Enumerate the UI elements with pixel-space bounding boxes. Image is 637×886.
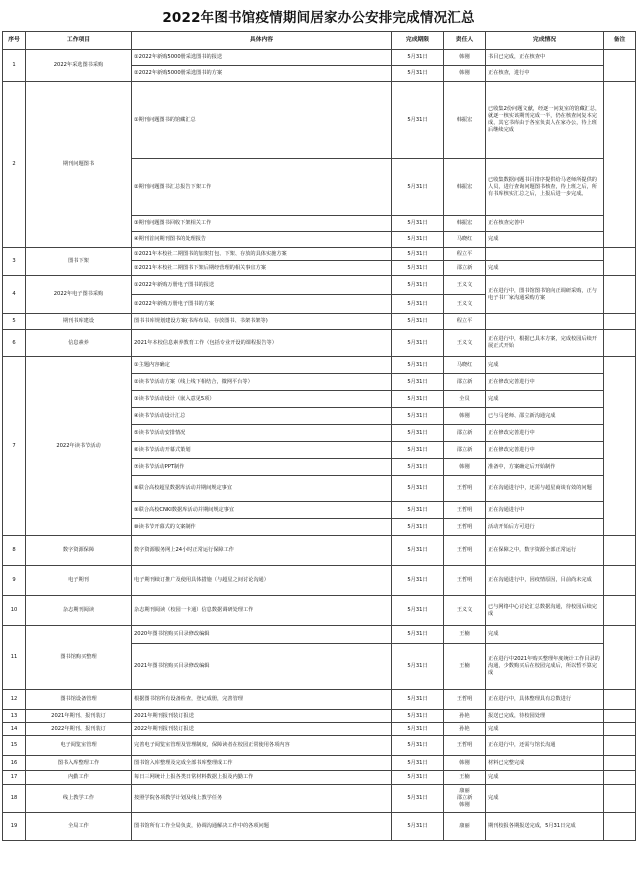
task-status: 已与马老师、邵立新沟通完成 xyxy=(486,408,604,425)
task-content: ②2022年新购万册电子图书的方案 xyxy=(132,295,392,314)
task-content: ⑦读书节活动PPT制作 xyxy=(132,459,392,476)
task-content: ①2022年新购万册电子图书的报送 xyxy=(132,276,392,295)
task-person: 马晓红 xyxy=(444,232,486,248)
task-deadline: 5月31日 xyxy=(392,357,444,374)
task-content: ②期刊问题图书汇总报告下架工作 xyxy=(132,159,392,216)
task-person: 孙艳 xyxy=(444,723,486,736)
task-content: ②2022年新购5000册采选图书的方案 xyxy=(132,66,392,82)
task-status: 正在进行中，图书馆图书馆向正调研采购，正与电子书厂家沟通采购方案 xyxy=(486,276,604,314)
row-index: 2 xyxy=(3,82,26,248)
task-content: 图书书库规划建设方案(书库布局、存放图书、书架书架等) xyxy=(132,314,392,330)
task-content: ⑨联合高校CNKI数据库活动并期间规定事宜 xyxy=(132,502,392,519)
task-content: ①主题内容确定 xyxy=(132,357,392,374)
header-person: 责任人 xyxy=(444,32,486,50)
task-deadline: 5月31日 xyxy=(392,723,444,736)
row-index: 19 xyxy=(3,813,26,841)
row-project: 杂志期刊阅读 xyxy=(26,596,132,626)
row-remarks xyxy=(604,248,636,276)
task-status: 准备中，方案确定后开始制作 xyxy=(486,459,604,476)
task-content: 2021年期刊报刊装订报送 xyxy=(132,710,392,723)
task-deadline: 5月31日 xyxy=(392,644,444,690)
task-deadline: 5月31日 xyxy=(392,756,444,771)
task-content: ②读书节活动方案（线上线下相结合，微网平台等） xyxy=(132,374,392,391)
task-deadline: 5月31日 xyxy=(392,502,444,519)
table-row xyxy=(3,248,636,261)
table-row xyxy=(3,314,636,330)
task-person: 王楠 xyxy=(444,771,486,785)
task-status: 正在进行中2021年购买整理年度统计工作目录的沟通，少数购买后在校园完成后，所以暂不算完成 xyxy=(486,644,604,690)
row-project: 图书馆设备管理 xyxy=(26,690,132,710)
row-remarks xyxy=(604,736,636,756)
table-row xyxy=(3,536,636,566)
row-project: 期刊问题图书 xyxy=(26,82,132,248)
header-index: 序号 xyxy=(3,32,26,50)
task-status: 期刊校报各期报送完成，5月31日完成 xyxy=(486,813,604,841)
task-content: ⑧联合高校超星数据库活动并期间规定事宜 xyxy=(132,476,392,502)
row-project: 全局工作 xyxy=(26,813,132,841)
task-status: 完成 xyxy=(486,771,604,785)
task-person: 韩振宏 xyxy=(444,82,486,159)
task-deadline: 5月31日 xyxy=(392,408,444,425)
task-deadline: 5月31日 xyxy=(392,736,444,756)
row-index: 1 xyxy=(3,50,26,82)
row-index: 13 xyxy=(3,710,26,723)
task-deadline: 5月31日 xyxy=(392,813,444,841)
task-status: 正在核查，进行中 xyxy=(486,66,604,82)
task-status: 正在修改完善进行中 xyxy=(486,374,604,391)
row-index: 5 xyxy=(3,314,26,330)
task-person: 王义文 xyxy=(444,330,486,357)
row-index: 7 xyxy=(3,357,26,536)
task-content: 2020年图书馆购买目录修改编辑 xyxy=(132,626,392,644)
task-deadline: 5月31日 xyxy=(392,159,444,216)
table-row xyxy=(3,566,636,596)
task-person: 程立平 xyxy=(444,314,486,330)
header-project: 工作项目 xyxy=(26,32,132,50)
row-project: 2021年期刊、报刊装订 xyxy=(26,710,132,723)
page-title: 2022年图书馆疫情期间居家办公安排完成情况汇总 xyxy=(162,10,475,26)
task-person: 王哲明 xyxy=(444,519,486,536)
task-content: ①2021年本校社二期图书的加架打包、下架、存放的具体实施方案 xyxy=(132,248,392,261)
row-remarks xyxy=(604,314,636,330)
row-index: 3 xyxy=(3,248,26,276)
task-content: ⑥读书节活动开幕式策划 xyxy=(132,442,392,459)
task-status: 完成 xyxy=(486,357,604,374)
task-person: 韩刚 xyxy=(444,459,486,476)
row-remarks xyxy=(604,756,636,771)
task-person: 韩振宏 xyxy=(444,159,486,216)
task-status: 完成 xyxy=(486,232,604,248)
row-project: 内勤工作 xyxy=(26,771,132,785)
task-status: 材料已完整完成 xyxy=(486,756,604,771)
task-content: 电子期刊续订推广及使用具体措施（与超星之间讨论沟通） xyxy=(132,566,392,596)
task-content: ③读书节活动设计（嵌入意见5项） xyxy=(132,391,392,408)
task-deadline: 5月31日 xyxy=(392,442,444,459)
task-status: 正在进行中，还需与馆长沟通 xyxy=(486,736,604,756)
row-index: 11 xyxy=(3,626,26,690)
table-row xyxy=(3,813,636,841)
task-deadline: 5月31日 xyxy=(392,771,444,785)
table-row xyxy=(3,771,636,785)
task-deadline: 5月31日 xyxy=(392,596,444,626)
task-status: 正在进行中，根据已具本方案，完成校园后续开展正式开始 xyxy=(486,330,604,357)
task-status: 报送已完成，待校园处理 xyxy=(486,710,604,723)
task-status: 已收集2份问题文献，经逐一问复室的馆藏汇总，就逐一核实该期刊完成一半，仍在核查问复本完成，其它书库由于各室负责人在家办公，待上班后继续完成 xyxy=(486,82,604,159)
row-remarks xyxy=(604,357,636,536)
task-content: 2021年本校信息素养教育工作（包括专业开设的课程报告等） xyxy=(132,330,392,357)
table-row xyxy=(3,785,636,813)
row-remarks xyxy=(604,626,636,690)
task-status: 完成 xyxy=(486,391,604,408)
task-deadline: 5月31日 xyxy=(392,626,444,644)
task-content: 数字资源服务网上24小时正常运行保障工作 xyxy=(132,536,392,566)
row-remarks xyxy=(604,690,636,710)
row-remarks xyxy=(604,596,636,626)
row-index: 17 xyxy=(3,771,26,785)
task-status: 正在沟通进行中，还需与超星商谈有效的问题 xyxy=(486,476,604,502)
row-remarks xyxy=(604,82,636,248)
task-person: 韩刚 xyxy=(444,50,486,66)
row-remarks xyxy=(604,330,636,357)
table-header-row xyxy=(3,32,636,50)
task-content: 2021年图书馆购买目录修改编辑 xyxy=(132,644,392,690)
task-status: 正在沟通进行中 xyxy=(486,502,604,519)
table-row xyxy=(3,710,636,723)
task-person: 马晓红 xyxy=(444,357,486,374)
task-person: 程立平 xyxy=(444,248,486,261)
task-deadline: 5月31日 xyxy=(392,261,444,276)
row-project: 线上教学工作 xyxy=(26,785,132,813)
row-remarks xyxy=(604,785,636,813)
task-status: 已与网络中心讨论汇总数据沟通，待校园后续完成 xyxy=(486,596,604,626)
task-person: 邵立新 xyxy=(444,442,486,459)
task-person: 韩振宏 xyxy=(444,216,486,232)
row-index: 18 xyxy=(3,785,26,813)
task-content: 完善电子阅览室管理及管理制度，保障读者在校园正常使用各项内容 xyxy=(132,736,392,756)
row-index: 12 xyxy=(3,690,26,710)
task-person: 王哲明 xyxy=(444,690,486,710)
task-person: 王楠 xyxy=(444,626,486,644)
task-content: ④期刊首问期刊图书的处理报告 xyxy=(132,232,392,248)
row-index: 16 xyxy=(3,756,26,771)
row-index: 4 xyxy=(3,276,26,314)
task-deadline: 5月31日 xyxy=(392,391,444,408)
task-person: 韩刚 xyxy=(444,756,486,771)
task-person: 康丽 邵立新 韩刚 xyxy=(444,785,486,813)
table-row xyxy=(3,50,636,66)
task-deadline: 5月31日 xyxy=(392,425,444,442)
row-project: 期刊书库建设 xyxy=(26,314,132,330)
task-person: 韩刚 xyxy=(444,408,486,425)
task-person: 王哲明 xyxy=(444,476,486,502)
row-remarks xyxy=(604,813,636,841)
row-project: 信息素养 xyxy=(26,330,132,357)
header-remarks: 备注 xyxy=(604,32,636,50)
task-deadline: 5月31日 xyxy=(392,276,444,295)
task-deadline: 5月31日 xyxy=(392,536,444,566)
row-project: 图书下架 xyxy=(26,248,132,276)
task-person: 王义文 xyxy=(444,596,486,626)
row-project: 数字资源保障 xyxy=(26,536,132,566)
row-project: 2022年电子图书采购 xyxy=(26,276,132,314)
task-deadline: 5月31日 xyxy=(392,459,444,476)
table-row xyxy=(3,596,636,626)
row-index: 6 xyxy=(3,330,26,357)
task-deadline: 5月31日 xyxy=(392,566,444,596)
row-project: 电子阅览室管理 xyxy=(26,736,132,756)
task-person: 王哲明 xyxy=(444,502,486,519)
row-index: 9 xyxy=(3,566,26,596)
row-index: 10 xyxy=(3,596,26,626)
task-deadline: 5月31日 xyxy=(392,785,444,813)
task-content: ①期刊问题图书的馆藏汇总 xyxy=(132,82,392,159)
table-row xyxy=(3,736,636,756)
task-deadline: 5月31日 xyxy=(392,216,444,232)
header-status: 完成情况 xyxy=(486,32,604,50)
task-deadline: 5月31日 xyxy=(392,374,444,391)
task-content: 杂志期刊阅读（校园一卡通）信息数据调研处理工作 xyxy=(132,596,392,626)
task-person: 王义文 xyxy=(444,295,486,314)
task-deadline: 5月31日 xyxy=(392,295,444,314)
task-status: 书目已完成，正在核查中 xyxy=(486,50,604,66)
task-content: ①2022年新购5000册采选图书的报送 xyxy=(132,50,392,66)
table-body xyxy=(3,50,636,841)
task-deadline: 5月31日 xyxy=(392,248,444,261)
task-status: 正在沟通进行中，因疫情原因，目前尚未完成 xyxy=(486,566,604,596)
task-deadline: 5月31日 xyxy=(392,330,444,357)
task-deadline: 5月31日 xyxy=(392,690,444,710)
header-content: 具体内容 xyxy=(132,32,392,50)
task-content: 根据图书馆所有设备检查，登记成册，完善管理 xyxy=(132,690,392,710)
row-remarks xyxy=(604,536,636,566)
row-remarks xyxy=(604,723,636,736)
task-status: 已收集数据问题书目排序提供给马老师所提供的人员，进行查询问题图书核查，待上班之后，所有书库核实汇总之后，上报后进一步完成。 xyxy=(486,159,604,216)
row-remarks xyxy=(604,710,636,723)
task-status: 完成 xyxy=(486,261,604,276)
table-row xyxy=(3,276,636,295)
task-status xyxy=(486,314,604,330)
task-deadline: 5月31日 xyxy=(392,50,444,66)
task-status xyxy=(486,248,604,261)
table-row xyxy=(3,330,636,357)
task-deadline: 5月31日 xyxy=(392,710,444,723)
task-person: 邵立新 xyxy=(444,374,486,391)
task-content: 图书馆所有工作全局负责，协调沟通解决工作中的各项问题 xyxy=(132,813,392,841)
task-status: 完成 xyxy=(486,723,604,736)
task-content: ⑤读书节活动安排情况 xyxy=(132,425,392,442)
task-content: 每日三网统计上报各类日常材料数据上报及内勤工作 xyxy=(132,771,392,785)
task-person: 王楠 xyxy=(444,644,486,690)
task-person: 邵立新 xyxy=(444,425,486,442)
row-index: 15 xyxy=(3,736,26,756)
summary-table xyxy=(2,31,636,841)
task-deadline: 5月31日 xyxy=(392,82,444,159)
task-status: 完成 xyxy=(486,626,604,644)
task-deadline: 5月31日 xyxy=(392,66,444,82)
task-content: 图书馆入库整理及完成全部书库整理成工作 xyxy=(132,756,392,771)
task-status: 正在核查完善中 xyxy=(486,216,604,232)
row-index: 14 xyxy=(3,723,26,736)
row-remarks xyxy=(604,276,636,314)
row-index: 8 xyxy=(3,536,26,566)
task-status: 完成 xyxy=(486,785,604,813)
task-person: 王义文 xyxy=(444,276,486,295)
table-row xyxy=(3,357,636,374)
task-person: 韩刚 xyxy=(444,66,486,82)
table-row xyxy=(3,626,636,644)
task-status: 活动开始后方可进行 xyxy=(486,519,604,536)
task-status: 正在进行中，具体整理具有总数进行 xyxy=(486,690,604,710)
task-content: ④读书节活动设计汇总 xyxy=(132,408,392,425)
row-project: 图书馆购买整理 xyxy=(26,626,132,690)
header-deadline: 完成期限 xyxy=(392,32,444,50)
table-row xyxy=(3,723,636,736)
task-deadline: 5月31日 xyxy=(392,232,444,248)
task-content: ②2021年本校社二期图书下架后期经营理的相关事宜方案 xyxy=(132,261,392,276)
task-person: 邵立新 xyxy=(444,261,486,276)
task-status: 正在修改完善进行中 xyxy=(486,442,604,459)
task-deadline: 5月31日 xyxy=(392,314,444,330)
task-deadline: 5月31日 xyxy=(392,519,444,536)
task-deadline: 5月31日 xyxy=(392,476,444,502)
task-person: 康丽 xyxy=(444,813,486,841)
task-person: 王哲明 xyxy=(444,736,486,756)
table-row xyxy=(3,756,636,771)
task-person: 孙艳 xyxy=(444,710,486,723)
task-content: ③期刊问题图书回收下架相关工作 xyxy=(132,216,392,232)
task-person: 王哲明 xyxy=(444,566,486,596)
row-remarks xyxy=(604,566,636,596)
row-project: 2022年读书节活动 xyxy=(26,357,132,536)
task-person: 全员 xyxy=(444,391,486,408)
task-content: ⑩读书节开幕式的文案制作 xyxy=(132,519,392,536)
row-remarks xyxy=(604,771,636,785)
row-project: 2022年采选图书采购 xyxy=(26,50,132,82)
task-status: 正在保障之中，数字资源全部正常运行 xyxy=(486,536,604,566)
task-content: 2022年期刊报刊装订报送 xyxy=(132,723,392,736)
task-status: 正在修改完善进行中 xyxy=(486,425,604,442)
table-row xyxy=(3,82,636,159)
row-project: 电子期刊 xyxy=(26,566,132,596)
row-project: 图书入库整理工作 xyxy=(26,756,132,771)
row-project: 2022年期刊、报刊装订 xyxy=(26,723,132,736)
task-person: 王哲明 xyxy=(444,536,486,566)
task-content: 按照学院各项教学计划及线上教学任务 xyxy=(132,785,392,813)
row-remarks xyxy=(604,50,636,82)
table-row xyxy=(3,690,636,710)
